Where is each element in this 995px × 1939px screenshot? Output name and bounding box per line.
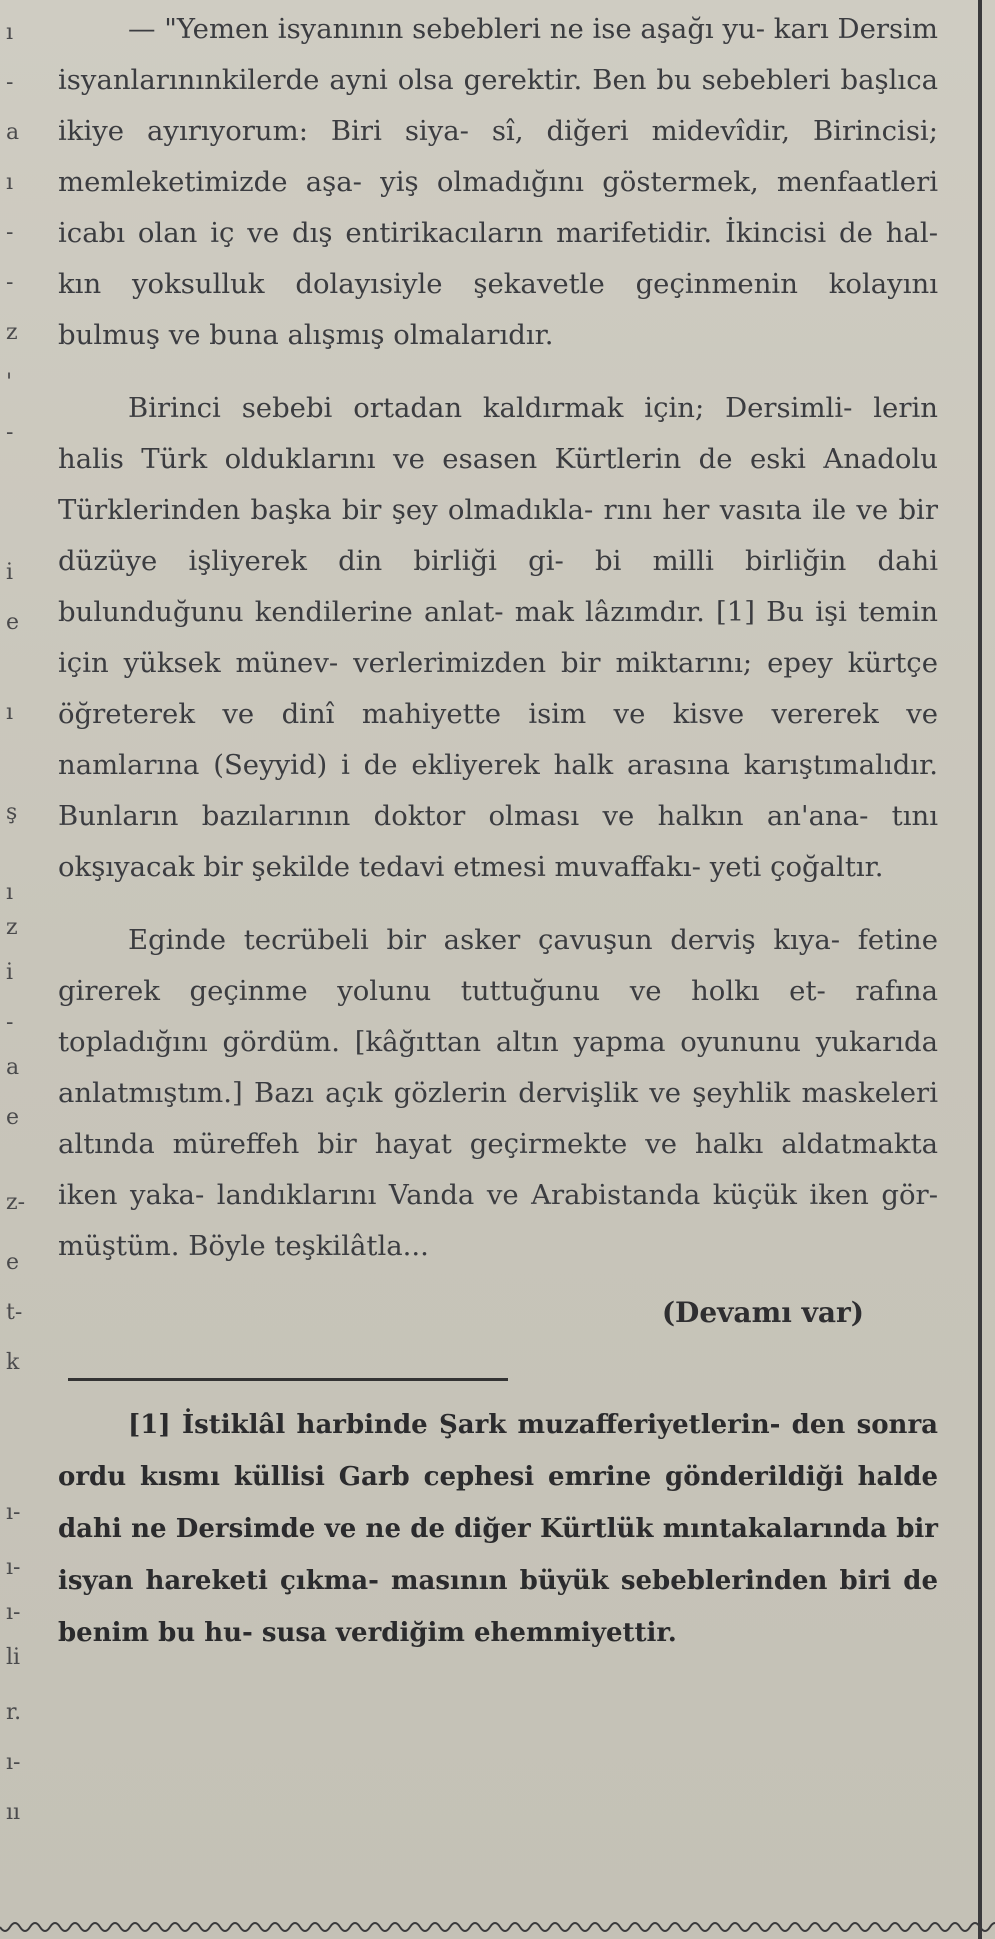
line: ve dinî mahiyette isim ve kisve vererek ve namlarına	[58, 698, 938, 781]
margin-fragment: a	[6, 120, 20, 145]
margin-fragment: -	[6, 270, 14, 295]
line: verlerimizden bir miktarını; epey kürtçe öğreterek	[58, 647, 938, 730]
line: Eginde tecrübeli bir asker çavuşun derviş kıya-	[128, 924, 858, 956]
margin-fragment: -	[6, 70, 14, 95]
line: Birinci sebebi ortadan kaldırmak için; Dersimli-	[128, 392, 874, 424]
margin-fragment: e	[6, 1105, 20, 1130]
bottom-wavy-border	[0, 1915, 995, 1939]
margin-fragment: ı	[6, 700, 14, 725]
footnote-line: [1] İstiklâl harbinde Şark muzafferiyetlerin-	[128, 1410, 792, 1440]
footnote-rule	[68, 1378, 508, 1381]
line: yeti çoğaltır.	[709, 851, 884, 883]
margin-fragment: k	[6, 1350, 20, 1375]
footnote	[58, 1399, 938, 1659]
margin-fragment: z-	[6, 1190, 26, 1215]
margin-fragment: -	[6, 1010, 14, 1035]
line: Bunların bazılarının doktor olması ve halkın an'ana-	[58, 800, 892, 832]
margin-fragment: ı-	[6, 1750, 21, 1775]
margin-fragment: ş	[6, 800, 18, 825]
paragraph-2	[58, 383, 938, 893]
line: müştüm. Böyle teşkilâtla...	[58, 1230, 429, 1262]
line: iç ve dış entirikacıların marifetidir. İkincisi de hal-	[210, 217, 938, 249]
line: rafına topladığını gördüm. [kâğıttan altın yapma	[58, 975, 938, 1058]
line: sî, diğeri midevîdir, Birincisi; memleketimizde aşa-	[58, 115, 938, 198]
line: landıklarını Vanda ve Arabistanda küçük iken gör-	[216, 1179, 938, 1211]
line: hayat geçirmekte ve halkı aldatmakta iken yaka-	[58, 1128, 939, 1211]
line: tını okşıyacak bir şekilde tedavi etmesi muvaffakı-	[58, 800, 938, 883]
margin-fragment: z	[6, 320, 18, 345]
margin-fragment: -	[6, 420, 14, 445]
margin-fragment: ı	[6, 20, 14, 45]
margin-fragment: -	[6, 220, 14, 245]
margin-fragment: ı-	[6, 1555, 21, 1580]
footnote-line: susa verdiğim ehemmiyettir.	[261, 1618, 677, 1648]
line: mak lâzımdır. [1] Bu işi temin için yüksek münev-	[58, 596, 938, 679]
line: Ben bu sebebleri başlıca ikiye ayırıyorum: Biri siya-	[58, 64, 938, 147]
margin-fragment: ı-	[6, 1600, 21, 1625]
footnote-line: den sonra ordu kısmı küllisi Garb cephesi emrine	[58, 1410, 938, 1492]
line: lerin halis Türk olduklarını ve esasen Kürtlerin de	[58, 392, 938, 475]
line: eski Anadolu Türklerinden başka bir şey olmadıkla-	[58, 443, 938, 526]
margin-fragment: '	[6, 370, 13, 395]
margin-fragment: ı-	[6, 1500, 21, 1525]
article-column	[58, 4, 938, 1659]
margin-fragment: i	[6, 560, 14, 585]
paragraph-3	[58, 915, 938, 1272]
line: rını her vasıta ile ve bir düzüye işliyerek din birliği gi-	[58, 494, 938, 577]
line: yiş olmadığını göstermek, menfaatleri icabı olan	[58, 166, 939, 249]
continued-notice: (Devamı var)	[661, 1296, 864, 1329]
line: oyununu yukarıda anlatmıştım.] Bazı açık gözlerin	[58, 1026, 938, 1109]
footnote-line: gönderildiği halde dahi ne Dersimde ve ne de diğer	[58, 1462, 938, 1544]
line: (Seyyid) i de ekliyerek halk arasına karıştımalıdır.	[213, 749, 938, 781]
line: fetine girerek geçinme yolunu tuttuğunu ve holkı et-	[58, 924, 938, 1007]
margin-fragment: e	[6, 1250, 20, 1275]
line: karı Dersim isyanlarınınkilerde ayni olsa gerektir.	[58, 13, 938, 96]
footnote-line: masının büyük sebeblerinden biri de benim bu hu-	[58, 1566, 938, 1648]
margin-fragment: e	[6, 610, 20, 635]
column-rule	[978, 0, 982, 1939]
margin-fragment: ıı	[6, 1800, 21, 1825]
margin-fragment: li	[6, 1645, 21, 1670]
margin-fragment: r.	[6, 1700, 22, 1725]
line: bi milli birliğin dahi bulunduğunu kendilerine anlat-	[58, 545, 938, 628]
line: — "Yemen isyanının sebebleri ne ise aşağı yu-	[128, 13, 774, 45]
paragraph-1	[58, 4, 938, 361]
footnote-line: Kürtlük mıntakalarında bir isyan hareketi çıkma-	[58, 1514, 938, 1596]
line: kolayını bulmuş ve buna alışmış olmalarıdır.	[58, 268, 938, 351]
margin-fragment: t-	[6, 1300, 23, 1325]
adjacent-column-fragments	[0, 0, 40, 1939]
margin-fragment: a	[6, 1055, 20, 1080]
margin-fragment: z	[6, 915, 18, 940]
line: kın yoksulluk dolayısiyle şekavetle geçinmenin	[58, 268, 829, 300]
line: dervişlik ve şeyhlik maskeleri altında müreffeh bir	[58, 1077, 938, 1160]
margin-fragment: i	[6, 960, 14, 985]
margin-fragment: ı	[6, 170, 14, 195]
margin-fragment: ı	[6, 880, 14, 905]
